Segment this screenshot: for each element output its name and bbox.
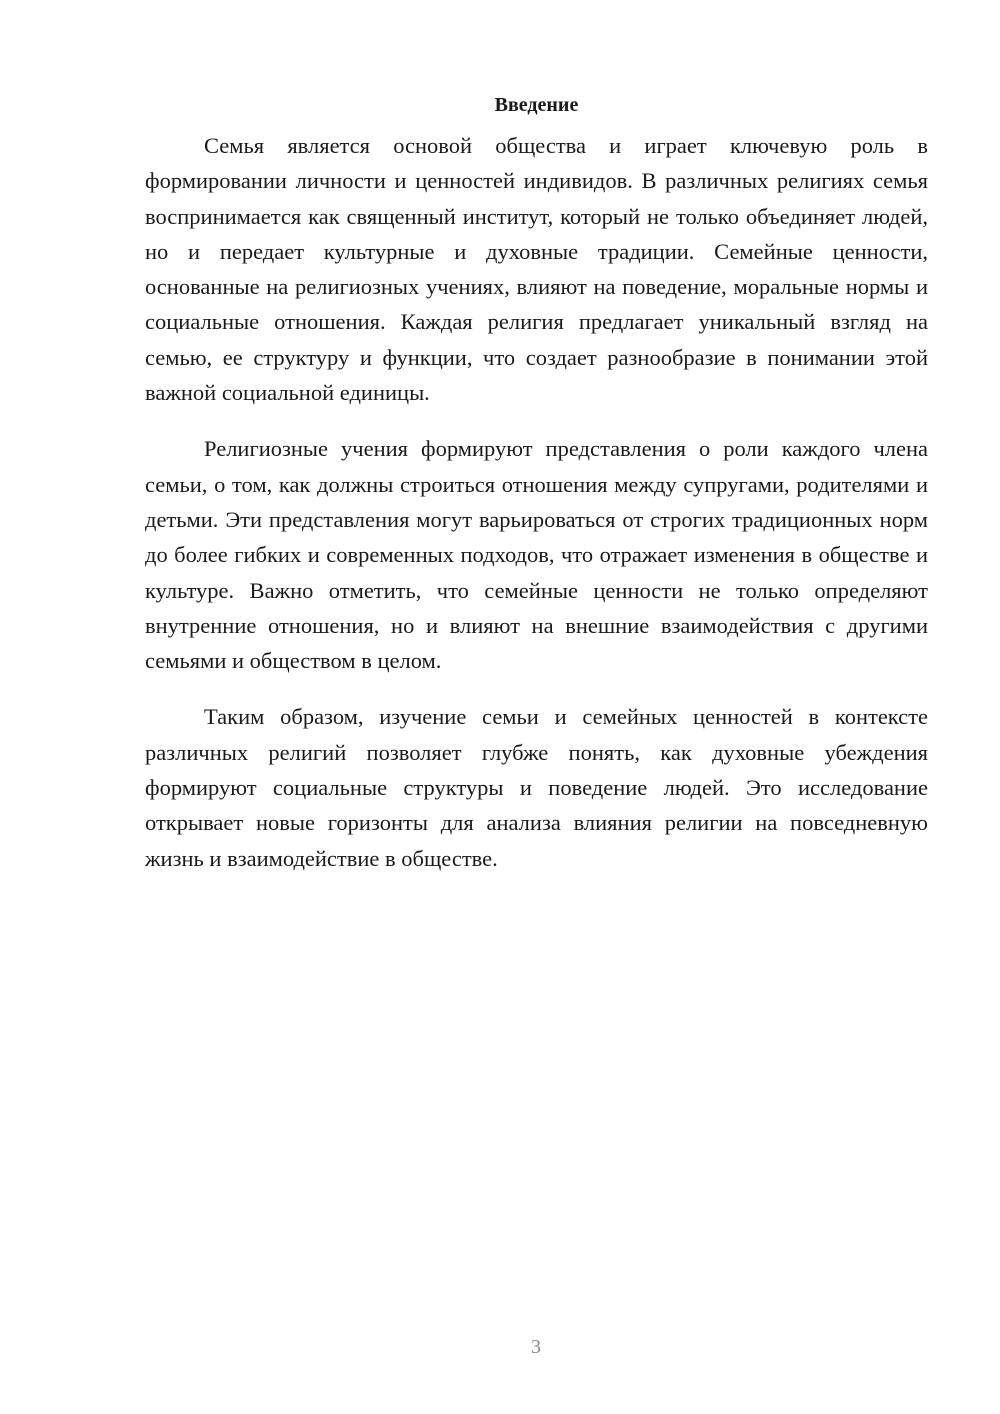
page-content [145,92,928,897]
paragraph-3: Таким образом, изучение семьи и семейных ценностей в контексте различных религий позволяет глубже понять, как духовные убеждения формируют социальные структуры и поведение людей. Это исследование открывает новые горизонты для анализа влияния религии на повседневную жизнь и взаимодействие в обществе. [145,704,928,871]
section-heading: Введение [494,94,579,116]
paragraph-1: Семья является основой общества и играет ключевую роль в формировании личности и ценностей индивидов. В различных религиях семья воспринимается как священный институт, который не только объединяет людей, но и передает культурные и духовные традиции. Семейные ценности, основанные на религиозных учениях, влияют на поведение, моральные нормы и социальные отношения. Каждая религия предлагает уникальный взгляд на семью, ее структуру и функции, что создает разнообразие в понимании этой важной социальной единицы. [145,133,928,406]
page-number: 3 [531,1336,541,1358]
paragraph-2: Религиозные учения формируют представления о роли каждого члена семьи, о том, как должны строиться отношения между супругами, родителями и детьми. Эти представления могут варьироваться от строгих традиционных норм до более гибких и современных подходов, что отражает изменения в обществе и культуре. Важно отметить, что семейные ценности не только определяют внутренние отношения, но и влияют на внешние взаимодействия с другими семьями и обществом в целом. [145,436,928,674]
